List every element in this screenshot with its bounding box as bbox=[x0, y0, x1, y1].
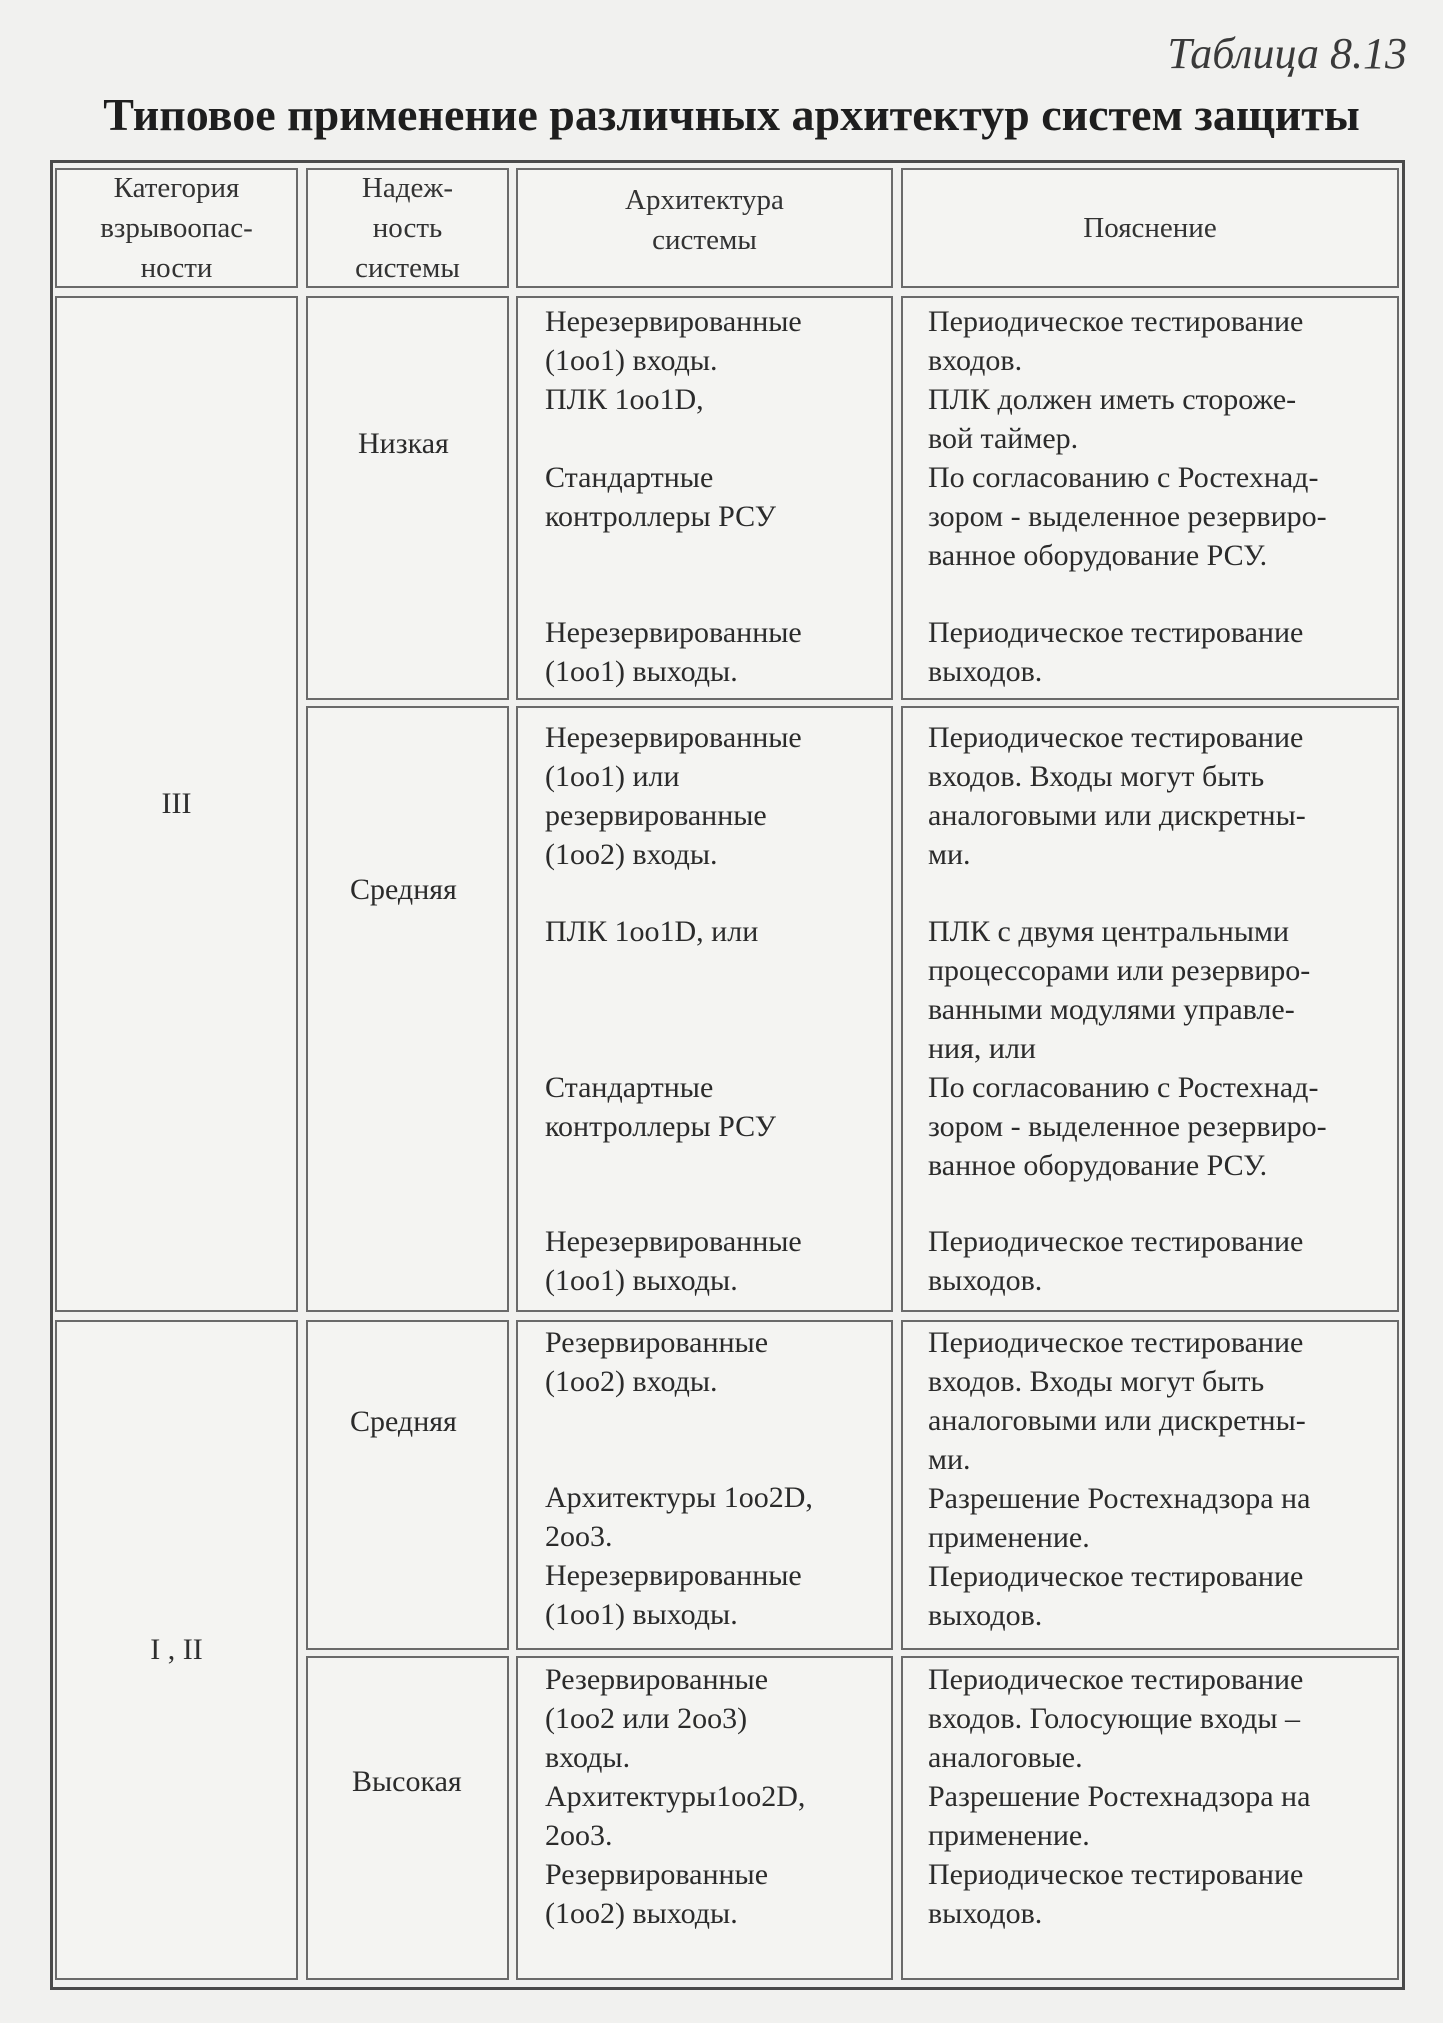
arch-text: (1оо1) выходы. bbox=[545, 1598, 738, 1631]
expl-text: вой таймер. bbox=[928, 422, 1079, 455]
expl-text: аналоговыми или дискретны- bbox=[928, 1404, 1306, 1437]
arch-text: Резервированные bbox=[545, 1326, 769, 1359]
expl-text: ПЛК с двумя центральными bbox=[928, 915, 1290, 948]
header-reliability: Надеж- ность системы bbox=[306, 168, 509, 288]
expl-text: ванное оборудование РСУ. bbox=[928, 1149, 1268, 1182]
arch-text: Резервированные bbox=[545, 1663, 769, 1696]
expl-text: Разрешение Ростехнадзора на bbox=[928, 1780, 1311, 1813]
arch-text: Архитектуры1oo2D, bbox=[545, 1780, 806, 1813]
expl-text: аналоговые. bbox=[928, 1741, 1083, 1774]
arch-text: входы. bbox=[545, 1741, 631, 1774]
expl-text: процессорами или резервиро- bbox=[928, 954, 1311, 987]
expl-text: Разрешение Ростехнадзора на bbox=[928, 1482, 1311, 1515]
expl-text: По согласованию с Ростехнад- bbox=[928, 1071, 1319, 1104]
arch-text: (1оо1) выходы. bbox=[545, 1264, 738, 1297]
arch-text: (1оо1) входы. bbox=[545, 344, 718, 377]
arch-text: Нерезервированные bbox=[545, 616, 802, 649]
expl-text: выходов. bbox=[928, 1264, 1043, 1297]
expl-text: аналоговыми или дискретны- bbox=[928, 799, 1306, 832]
expl-text: Периодическое тестирование bbox=[928, 1663, 1304, 1696]
reliability-low: Низкая bbox=[306, 296, 509, 700]
expl-text: входов. Голосующие входы – bbox=[928, 1702, 1300, 1735]
header-explanation: Пояснение bbox=[901, 168, 1399, 288]
expl-text: выходов. bbox=[928, 1599, 1043, 1632]
arch-text: (1оо2 или 2оо3) bbox=[545, 1702, 748, 1735]
expl-text: Периодическое тестирование bbox=[928, 1225, 1304, 1258]
arch-text: контроллеры РСУ bbox=[545, 1110, 777, 1143]
expl-text: выходов. bbox=[928, 655, 1043, 688]
arch-text: контроллеры РСУ bbox=[545, 500, 777, 533]
expl-text: ния, или bbox=[928, 1032, 1036, 1065]
category-i-ii: I , II bbox=[55, 1320, 298, 1980]
arch-text: ПЛК 1oo1D, bbox=[545, 383, 704, 416]
expl-text: входов. bbox=[928, 344, 1023, 377]
arch-text: Нерезервированные bbox=[545, 305, 802, 338]
expl-text: выходов. bbox=[928, 1897, 1043, 1930]
arch-text: (1оо2) входы. bbox=[545, 838, 718, 871]
expl-text: ми. bbox=[928, 838, 971, 871]
reliability-medium: Средняя bbox=[306, 1320, 509, 1650]
arch-text: Резервированные bbox=[545, 1858, 769, 1891]
expl-text: Периодическое тестирование bbox=[928, 721, 1304, 754]
expl-text: Периодическое тестирование bbox=[928, 616, 1304, 649]
arch-text: (1оо2) входы. bbox=[545, 1365, 718, 1398]
arch-text: резервированные bbox=[545, 799, 767, 832]
reliability-medium: Средняя bbox=[306, 706, 509, 1312]
reliability-high: Высокая bbox=[306, 1656, 509, 1980]
arch-text: ПЛК 1oo1D, или bbox=[545, 915, 759, 948]
expl-text: Периодическое тестирование bbox=[928, 1326, 1304, 1359]
arch-text: (1оо2) выходы. bbox=[545, 1897, 738, 1930]
expl-text: Периодическое тестирование bbox=[928, 1858, 1304, 1891]
arch-text: Архитектуры 1oo2D, bbox=[545, 1481, 813, 1514]
arch-text: 2оо3. bbox=[545, 1819, 613, 1852]
expl-text: Периодическое тестирование bbox=[928, 1560, 1304, 1593]
expl-text: входов. Входы могут быть bbox=[928, 1365, 1265, 1398]
arch-text: (1оо1) или bbox=[545, 760, 680, 793]
header-architecture: Архитектура системы bbox=[516, 168, 893, 288]
arch-text: (1оо1) выходы. bbox=[545, 655, 738, 688]
arch-text: Стандартные bbox=[545, 1071, 714, 1104]
arch-text: 2оо3. bbox=[545, 1520, 613, 1553]
category-iii: III bbox=[55, 296, 298, 1312]
expl-text: По согласованию с Ростехнад- bbox=[928, 461, 1319, 494]
expl-text: применение. bbox=[928, 1521, 1090, 1554]
page-title: Типовое применение различных архитектур систем защиты bbox=[103, 89, 1360, 140]
arch-text: Нерезервированные bbox=[545, 1559, 802, 1592]
table-caption: Таблица 8.13 bbox=[1167, 29, 1407, 78]
expl-text: Периодическое тестирование bbox=[928, 305, 1304, 338]
expl-text: входов. Входы могут быть bbox=[928, 760, 1265, 793]
arch-text: Стандартные bbox=[545, 461, 714, 494]
expl-text: ванными модулями управле- bbox=[928, 993, 1295, 1026]
expl-text: применение. bbox=[928, 1819, 1090, 1852]
expl-text: зором - выделенное резервиро- bbox=[928, 500, 1327, 533]
header-category: Категория взрывоопас- ности bbox=[55, 168, 298, 288]
expl-text: ПЛК должен иметь стороже- bbox=[928, 383, 1297, 416]
expl-text: зором - выделенное резервиро- bbox=[928, 1110, 1327, 1143]
expl-text: ванное оборудование РСУ. bbox=[928, 539, 1268, 572]
arch-text: Нерезервированные bbox=[545, 721, 802, 754]
arch-text: Нерезервированные bbox=[545, 1225, 802, 1258]
expl-text: ми. bbox=[928, 1443, 971, 1476]
